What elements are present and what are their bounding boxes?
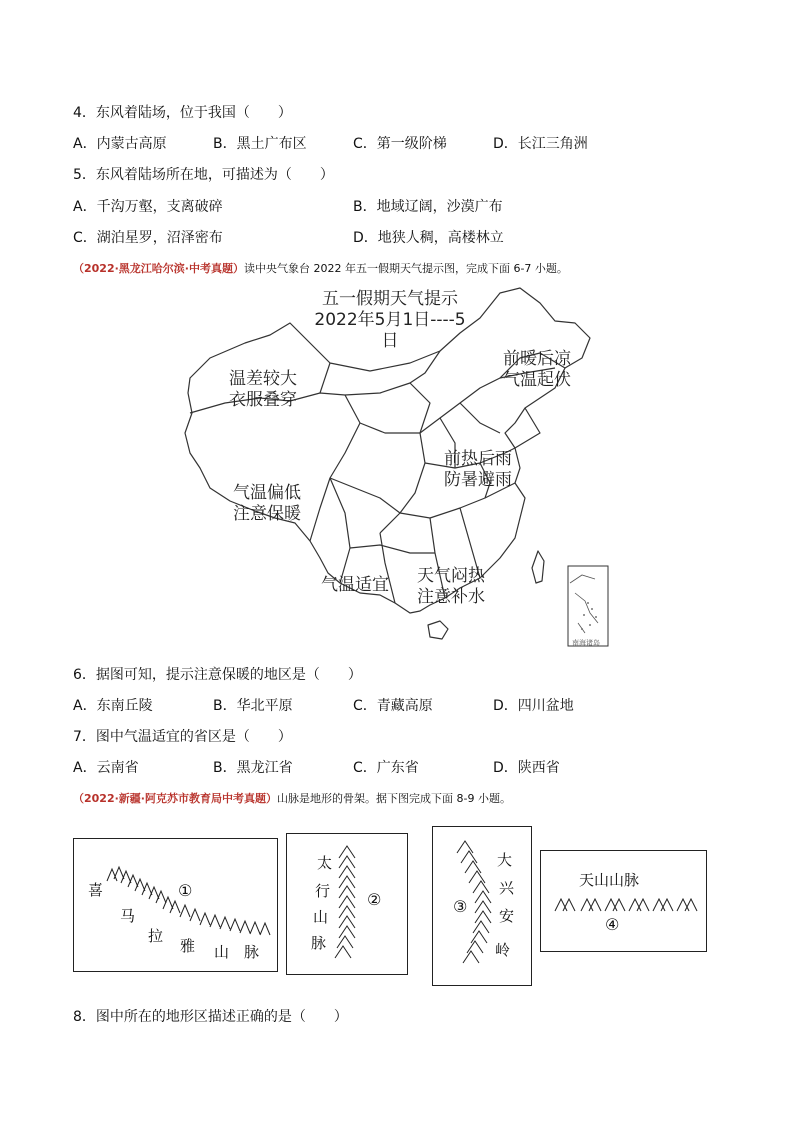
source-text-1: 读中央气象台 2022 年五一假期天气提示图，完成下面 6-7 小题。: [243, 262, 568, 275]
daxinganling-char-4: 岭: [495, 941, 511, 959]
map-label-north-line1: 前热后雨: [444, 449, 512, 469]
daxinganling-char-2: 兴: [499, 879, 515, 897]
taihang-peaks: [287, 834, 407, 974]
source-line-1: [73, 260, 568, 276]
himalaya-char-6: 脉: [244, 943, 260, 961]
daxinganling-char-1: 大: [497, 851, 513, 869]
map-label-northwest-line2: 衣服叠穿: [229, 390, 297, 410]
himalaya-number: ①: [178, 881, 193, 900]
map-label-yunnan: [310, 575, 400, 596]
q6-option-a: A．东南丘陵: [73, 698, 153, 714]
q4-stem: 4．东风着陆场，位于我国（ ）: [73, 105, 292, 121]
q7-option-a: A．云南省: [73, 760, 139, 776]
map-label-tibet-line2: 注意保暖: [233, 504, 301, 524]
source-tag-2: （2022·新疆·阿克苏市教育局中考真题）: [73, 792, 277, 805]
map-label-south-line2: 注意补水: [417, 587, 485, 607]
q4-option-c: C．第一级阶梯: [353, 136, 447, 152]
q5-option-b: B．地域辽阔，沙漠广布: [353, 199, 503, 215]
himalaya-char-3: 拉: [148, 927, 164, 945]
mountain-box-himalaya: [73, 838, 278, 972]
map-label-north: [433, 449, 523, 491]
taihang-char-3: 山: [313, 908, 329, 926]
q7-option-c: C．广东省: [353, 760, 419, 776]
mountain-box-tianshan: [540, 850, 707, 952]
map-label-tibet-line1: 气温偏低: [233, 483, 301, 503]
map-label-northeast: [492, 349, 582, 391]
inset-label: 南海诸岛: [572, 639, 600, 647]
map-label-south-line1: 天气闷热: [417, 566, 485, 586]
map-label-northwest: [218, 369, 308, 411]
taihang-char-1: 太: [317, 854, 333, 872]
map-title-line1: 五一假期天气提示: [322, 289, 458, 309]
tianshan-peaks: [541, 851, 706, 951]
source-text-2: 山脉是地形的骨架。据下图完成下面 8-9 小题。: [276, 792, 511, 805]
q6-option-d: D．四川盆地: [493, 698, 574, 714]
himalaya-char-5: 山: [214, 943, 230, 961]
q4-option-d: D．长江三角洲: [493, 136, 588, 152]
mountain-box-daxinganling: [432, 826, 532, 986]
map-title: [310, 289, 470, 352]
map-label-tibet: [222, 483, 312, 525]
taihang-number: ②: [367, 890, 382, 909]
map-label-south: [406, 566, 496, 608]
weather-map: [170, 283, 610, 653]
map-label-yunnan-line1: 气温适宜: [321, 575, 389, 595]
q4-option-a: A．内蒙古高原: [73, 136, 167, 152]
daxinganling-number: ③: [453, 897, 468, 916]
map-label-northeast-line1: 前暖后凉: [503, 349, 571, 369]
source-line-2: [73, 790, 511, 806]
source-tag-1: （2022·黑龙江哈尔滨·中考真题）: [73, 262, 244, 275]
q5-stem: 5．东风着陆场所在地，可描述为（ ）: [73, 167, 334, 183]
q7-option-b: B．黑龙江省: [213, 760, 293, 776]
q8-stem: 8．图中所在的地形区描述正确的是（ ）: [73, 1009, 348, 1025]
q4-option-b: B．黑土广布区: [213, 136, 307, 152]
himalaya-char-2: 马: [120, 907, 136, 925]
q5-option-d: D．地狭人稠，高楼林立: [353, 230, 504, 246]
taihang-char-2: 行: [315, 882, 331, 900]
himalaya-char-1: 喜: [88, 881, 104, 899]
map-label-northwest-line1: 温差较大: [229, 369, 297, 389]
taihang-char-4: 脉: [311, 934, 327, 952]
map-label-northeast-line2: 气温起伏: [503, 370, 571, 390]
map-label-north-line2: 防暑避雨: [444, 470, 512, 490]
q7-stem: 7．图中气温适宜的省区是（ ）: [73, 729, 292, 745]
map-title-line2: 2022年5月1日----5日: [314, 310, 466, 351]
q6-stem: 6．据图可知，提示注意保暖的地区是（ ）: [73, 667, 362, 683]
daxinganling-peaks: [433, 827, 531, 985]
mountain-box-taihang: [286, 833, 408, 975]
tianshan-number: ④: [605, 915, 620, 934]
q7-option-d: D．陕西省: [493, 760, 560, 776]
q6-option-c: C．青藏高原: [353, 698, 433, 714]
q5-option-c: C．湖泊星罗，沼泽密布: [73, 230, 223, 246]
q6-option-b: B．华北平原: [213, 698, 293, 714]
daxinganling-char-3: 安: [499, 907, 515, 925]
himalaya-char-4: 雅: [180, 937, 196, 955]
tianshan-name: 天山山脉: [579, 871, 640, 889]
q5-option-a: A．千沟万壑，支离破碎: [73, 199, 223, 215]
